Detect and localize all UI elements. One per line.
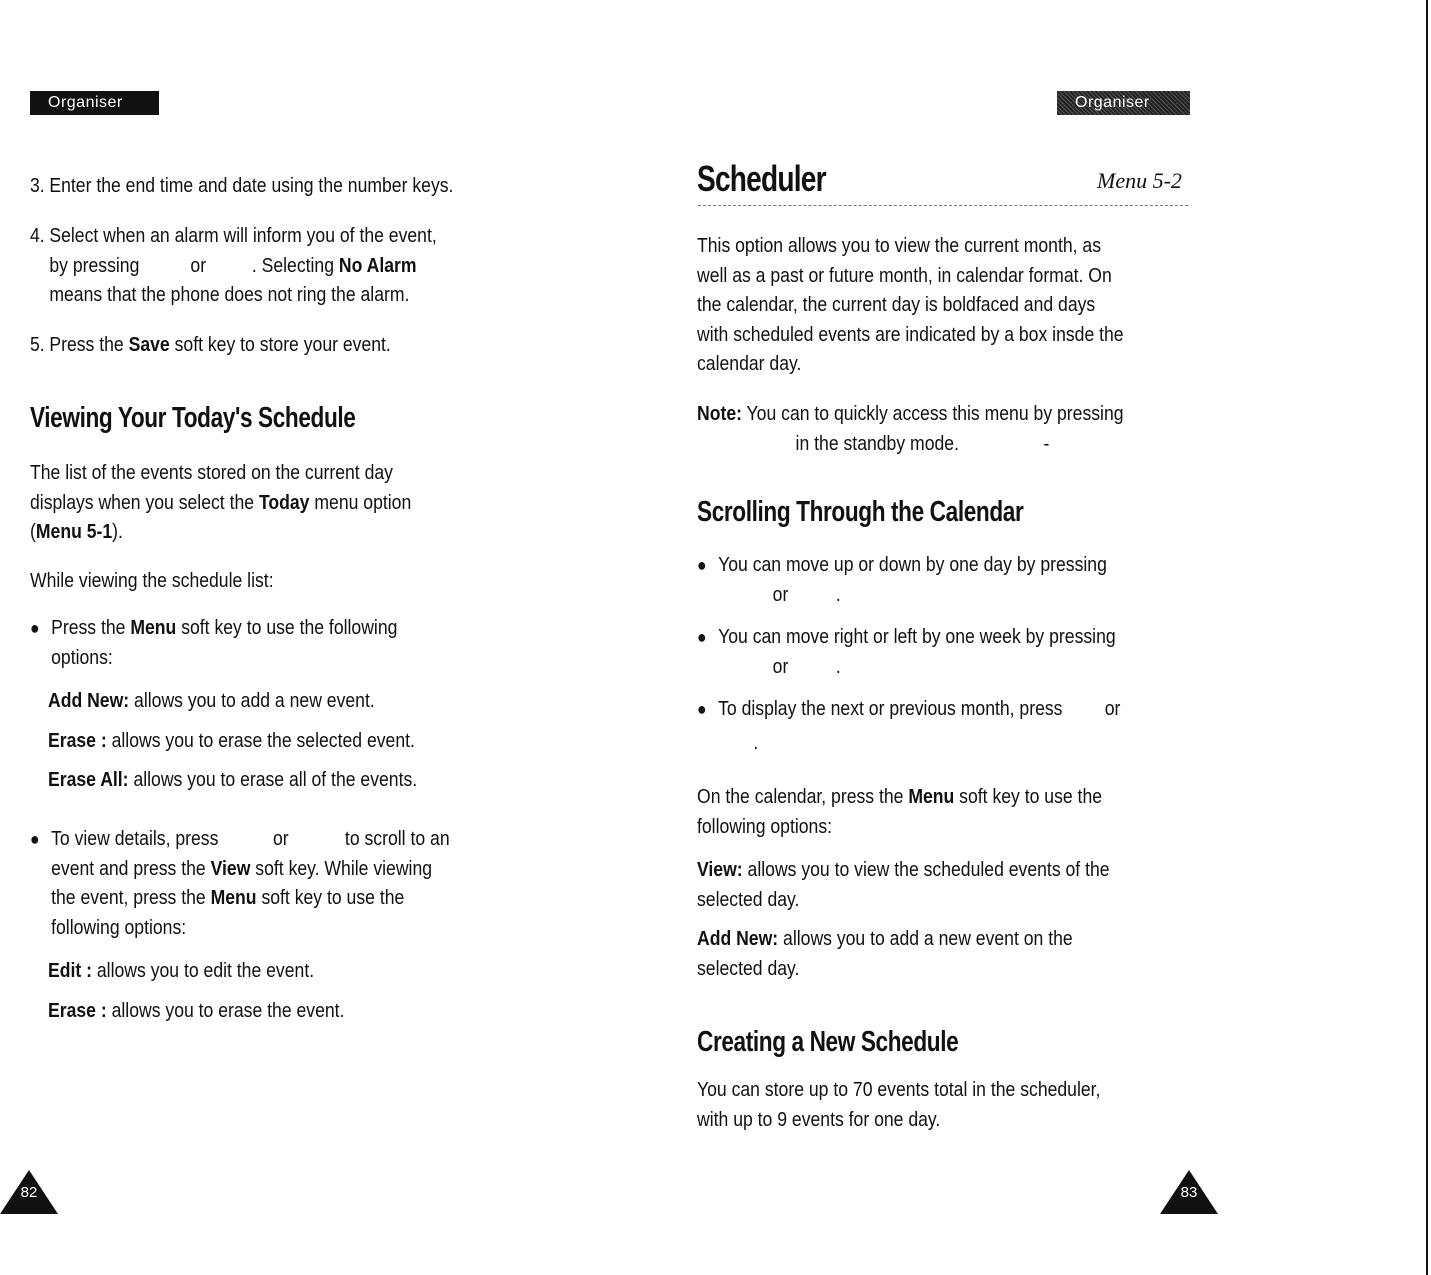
option-text: selected day. bbox=[697, 957, 800, 980]
intro-line: the calendar, the current day is boldfaced and days bbox=[697, 294, 1096, 316]
option-erase-event bbox=[48, 997, 344, 1027]
option-label: View: bbox=[697, 859, 743, 881]
paragraph-text: soft key to use the bbox=[959, 786, 1103, 808]
bullet-icon: ● bbox=[697, 555, 707, 575]
option-text: allows you to add a new event. bbox=[134, 690, 375, 712]
right-page bbox=[697, 0, 1415, 1275]
paragraph-text: following options: bbox=[697, 815, 833, 838]
option-add-new bbox=[697, 925, 1190, 984]
page-number-triangle bbox=[0, 1170, 58, 1214]
viewing-heading: Viewing Your Today's Schedule bbox=[30, 402, 356, 434]
option-text: allows you to erase the event. bbox=[111, 1000, 345, 1022]
step-number: 5. bbox=[30, 334, 45, 356]
option-label: Erase : bbox=[48, 730, 107, 752]
option-edit bbox=[48, 957, 314, 987]
option-add-new bbox=[48, 687, 375, 717]
bullet-text: soft key to use the bbox=[261, 887, 405, 909]
bullet-text: to scroll to an bbox=[344, 828, 450, 850]
view-label: View bbox=[210, 857, 251, 880]
final-paragraph bbox=[697, 1076, 1190, 1135]
option-label: Erase All: bbox=[48, 769, 129, 791]
title-divider bbox=[698, 205, 1188, 206]
option-text: selected day. bbox=[697, 888, 800, 911]
or-text: or bbox=[772, 655, 789, 678]
option-text: allows you to erase the selected event. bbox=[111, 730, 415, 752]
step-text: . Selecting bbox=[251, 254, 335, 277]
bullet-menu-options bbox=[30, 614, 470, 673]
step-4 bbox=[30, 222, 470, 311]
bullet-view-details bbox=[30, 825, 470, 943]
bullet-icon: ● bbox=[30, 829, 40, 849]
section-tab: Organiser bbox=[30, 91, 159, 115]
step-number: 3. bbox=[30, 175, 45, 197]
today-paragraph bbox=[30, 459, 523, 548]
option-text: allows you to view the scheduled events of the bbox=[747, 859, 1110, 881]
paragraph-text: On the calendar, press the bbox=[697, 786, 904, 808]
bullet-icon: ● bbox=[697, 699, 707, 719]
scrolling-heading: Scrolling Through the Calendar bbox=[697, 496, 1024, 528]
today-label: Today bbox=[258, 491, 310, 514]
period: . bbox=[835, 583, 841, 606]
option-erase bbox=[48, 727, 415, 757]
option-text: allows you to erase all of the events. bbox=[133, 769, 418, 791]
intro-line: This option allows you to view the current month, as bbox=[697, 235, 1102, 257]
no-alarm-label: No Alarm bbox=[338, 254, 417, 277]
or-text: or bbox=[190, 254, 207, 277]
period: . bbox=[753, 731, 759, 754]
scroll-bullet-week bbox=[697, 623, 1137, 682]
paragraph-text: menu option bbox=[314, 491, 412, 514]
step-text: Select when an alarm will inform you of the event, bbox=[49, 225, 437, 247]
calendar-menu-paragraph bbox=[697, 783, 1190, 842]
or-text: or bbox=[272, 828, 289, 850]
menu-ref-label: Menu 5-1 bbox=[35, 521, 113, 543]
page-number-triangle bbox=[1160, 1170, 1218, 1214]
bullet-text: event and press the bbox=[51, 857, 206, 880]
option-label: Add New: bbox=[48, 690, 130, 712]
option-text: allows you to edit the event. bbox=[96, 960, 315, 982]
option-label: Edit : bbox=[48, 960, 92, 982]
note-text: in the standby mode. bbox=[795, 432, 959, 455]
step-3 bbox=[30, 172, 470, 202]
section-tab: Organiser bbox=[1057, 91, 1190, 115]
note-label: Note: bbox=[697, 403, 742, 425]
bullet-text: Press the bbox=[51, 617, 126, 639]
step-5 bbox=[30, 331, 470, 361]
menu-reference: Menu 5-2 bbox=[1097, 168, 1182, 193]
intro-line: with scheduled events are indicated by a box insde the bbox=[697, 323, 1124, 346]
step-text: by pressing bbox=[49, 254, 140, 277]
page-number: 82 bbox=[20, 1184, 38, 1201]
step-number: 4. bbox=[30, 225, 45, 247]
or-text: or bbox=[1104, 698, 1121, 720]
step-text: Press the bbox=[49, 334, 124, 356]
note: Note: You can to quickly access this menu by pressing in the standby mode. - bbox=[697, 403, 1124, 455]
menu-label: Menu bbox=[210, 887, 257, 909]
step-text: Enter the end time and date using the number keys. bbox=[49, 175, 454, 197]
bullet-text: You can move right or left by one week by pressing bbox=[718, 626, 1116, 648]
scheduler-title: Scheduler bbox=[697, 158, 826, 199]
period: . bbox=[835, 655, 841, 678]
paragraph-line: You can store up to 70 events total in the scheduler, bbox=[697, 1079, 1101, 1101]
bullet-icon: ● bbox=[30, 618, 40, 638]
note-text: You can to quickly access this menu by pressing bbox=[746, 403, 1124, 425]
bullet-text: the event, press the bbox=[51, 887, 206, 909]
intro-line: well as a past or future month, in calendar format. On bbox=[697, 264, 1112, 287]
option-view bbox=[697, 856, 1190, 915]
left-page bbox=[0, 0, 715, 1275]
menu-label: Menu bbox=[130, 617, 177, 639]
creating-heading: Creating a New Schedule bbox=[697, 1026, 959, 1058]
page-number: 83 bbox=[1180, 1184, 1198, 1201]
bullet-text: following options: bbox=[51, 916, 187, 939]
bullet-text: soft key to use the following bbox=[181, 617, 398, 639]
scroll-bullet-month bbox=[697, 695, 1137, 758]
menu-label: Menu bbox=[908, 786, 955, 808]
intro-paragraph bbox=[697, 232, 1190, 380]
save-label: Save bbox=[128, 334, 170, 356]
while-viewing-text: While viewing the schedule list: bbox=[30, 570, 274, 592]
bullet-text: You can move up or down by one day by pressing bbox=[718, 554, 1107, 576]
bullet-text: To display the next or previous month, press bbox=[718, 698, 1063, 720]
paragraph-text: displays when you select the bbox=[30, 491, 255, 514]
scroll-bullet-day bbox=[697, 551, 1137, 610]
page-edge-rule bbox=[1426, 0, 1428, 1275]
or-text: or bbox=[772, 583, 789, 606]
bullet-text: soft key. While viewing bbox=[255, 857, 433, 880]
option-erase-all bbox=[48, 766, 417, 796]
step-text: means that the phone does not ring the alarm. bbox=[49, 284, 410, 306]
option-text: allows you to add a new event on the bbox=[783, 928, 1073, 950]
paragraph-line: with up to 9 events for one day. bbox=[697, 1108, 941, 1131]
paren-close: ). bbox=[112, 521, 123, 543]
paragraph-line: The list of the events stored on the current day bbox=[30, 462, 393, 484]
step-text: soft key to store your event. bbox=[174, 334, 391, 356]
bullet-icon: ● bbox=[697, 627, 707, 647]
paren-open: ( bbox=[30, 521, 36, 543]
intro-line: calendar day. bbox=[697, 353, 802, 375]
bullet-text: options: bbox=[51, 646, 113, 669]
option-label: Erase : bbox=[48, 1000, 107, 1022]
option-label: Add New: bbox=[697, 928, 779, 950]
bullet-text: To view details, press bbox=[51, 828, 219, 850]
